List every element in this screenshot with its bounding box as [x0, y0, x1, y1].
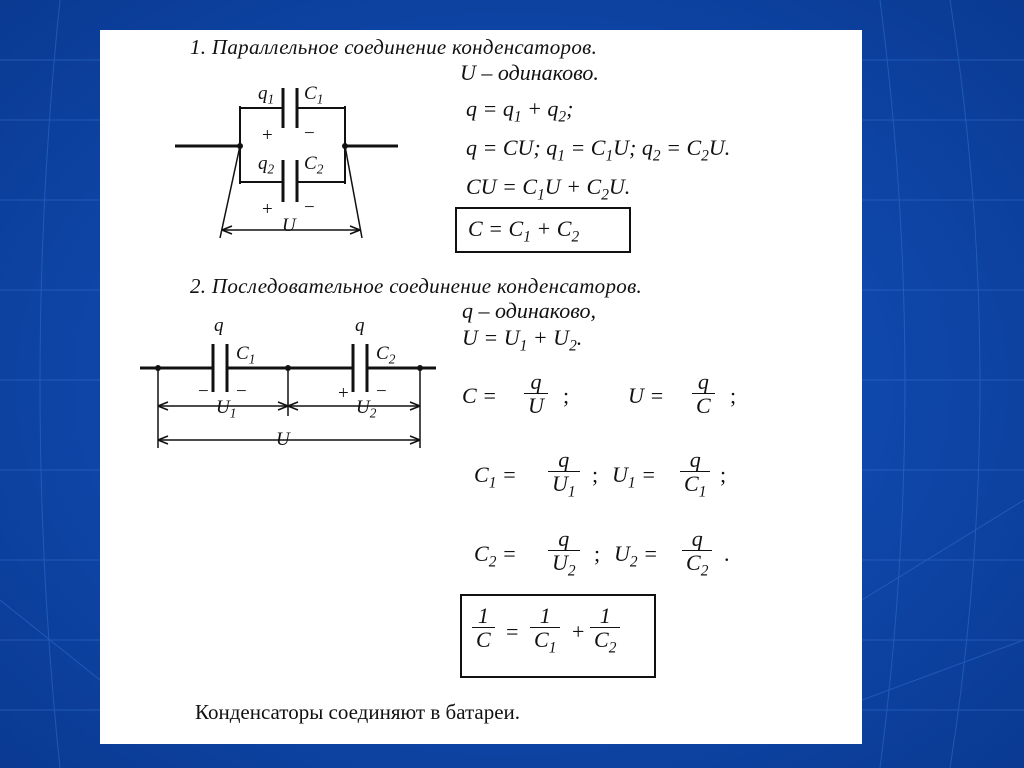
result-fraction-3: $\frac{1}{C_2}$	[590, 604, 620, 657]
formula-u-sep: ;	[730, 383, 737, 408]
label-q2: $q_2$	[258, 153, 275, 177]
label-plus-2: +	[262, 199, 273, 220]
formula-u-lhs: U =	[628, 383, 665, 408]
formula-u2-lhs: $U_2$ =	[614, 541, 658, 571]
label-u-parallel: U	[282, 215, 296, 236]
formula-c-fraction: $\frac{q}{U}$	[524, 370, 548, 417]
label-u1: $U_1$	[216, 397, 237, 421]
formula-u1-sep: ;	[720, 462, 727, 487]
label-q1: $q_1$	[258, 83, 275, 107]
label-series-plus: +	[338, 383, 349, 404]
parallel-result-formula: $C = C_1 + C_2$	[468, 216, 580, 246]
label-c1: $C_1$	[304, 83, 324, 107]
result-equals: =	[506, 619, 519, 644]
section1-u-same: U – одинаково.	[460, 60, 599, 85]
formula-c2-lhs: $C_2$ =	[474, 541, 517, 571]
label-c2: $C_2$	[304, 153, 324, 177]
label-minus-1: −	[304, 123, 315, 144]
formula-u2-fraction: $\frac{q}{C_2}$	[682, 527, 712, 580]
label-minus-2: −	[304, 197, 315, 218]
label-series-c1: $C_1$	[236, 343, 256, 367]
footer-text: Конденсаторы соединяют в батареи.	[195, 700, 521, 724]
formula-c-lhs: C =	[462, 383, 498, 408]
result-plus: +	[572, 619, 585, 644]
formula-c1-sep: ;	[592, 462, 599, 487]
formula-c1-lhs: $C_1$ =	[474, 462, 517, 492]
formula-c-sep: ;	[563, 383, 570, 408]
label-u-total: U	[276, 429, 290, 450]
section2-q-same: q – одинаково,	[462, 298, 596, 323]
result-fraction-2: $\frac{1}{C_1}$	[530, 604, 560, 657]
equation-charge-sum: $q = q_1 + q_2$;	[466, 96, 574, 126]
label-series-c2: $C_2$	[376, 343, 396, 367]
formula-u-fraction: $\frac{q}{C}$	[692, 370, 715, 417]
label-series-q1: q	[214, 315, 224, 336]
formula-u1-lhs: $U_1$ =	[612, 462, 656, 492]
formula-c1-fraction: $\frac{q}{U_1}$	[548, 448, 580, 501]
section1-heading: 1. Параллельное соединение конденсаторов.	[190, 35, 598, 59]
section2-heading: 2. Последовательное соединение конденсаторов.	[190, 274, 643, 298]
equation-charge-capacity: q = CU; $q_1 = C_1U$; $q_2 = C_2U$.	[466, 135, 731, 165]
label-plus-1: +	[262, 125, 273, 146]
formula-c2-sep: ;	[594, 541, 601, 566]
label-series-q2: q	[355, 315, 365, 336]
formula-u1-fraction: $\frac{q}{C_1}$	[680, 448, 710, 501]
section2-voltage-sum: $U = U_1 + U_2$.	[462, 325, 583, 355]
label-series-minus-3: −	[376, 381, 387, 402]
formula-c2-fraction: $\frac{q}{U_2}$	[548, 527, 580, 580]
label-series-minus-1: −	[198, 381, 209, 402]
label-u2: $U_2$	[356, 397, 377, 421]
equation-cu-sum: CU = $C_1U + C_2U$.	[466, 174, 631, 204]
result-fraction-1: $\frac{1}{C}$	[472, 604, 495, 651]
formula-u2-sep: .	[724, 541, 730, 566]
label-series-minus-2: −	[236, 381, 247, 402]
